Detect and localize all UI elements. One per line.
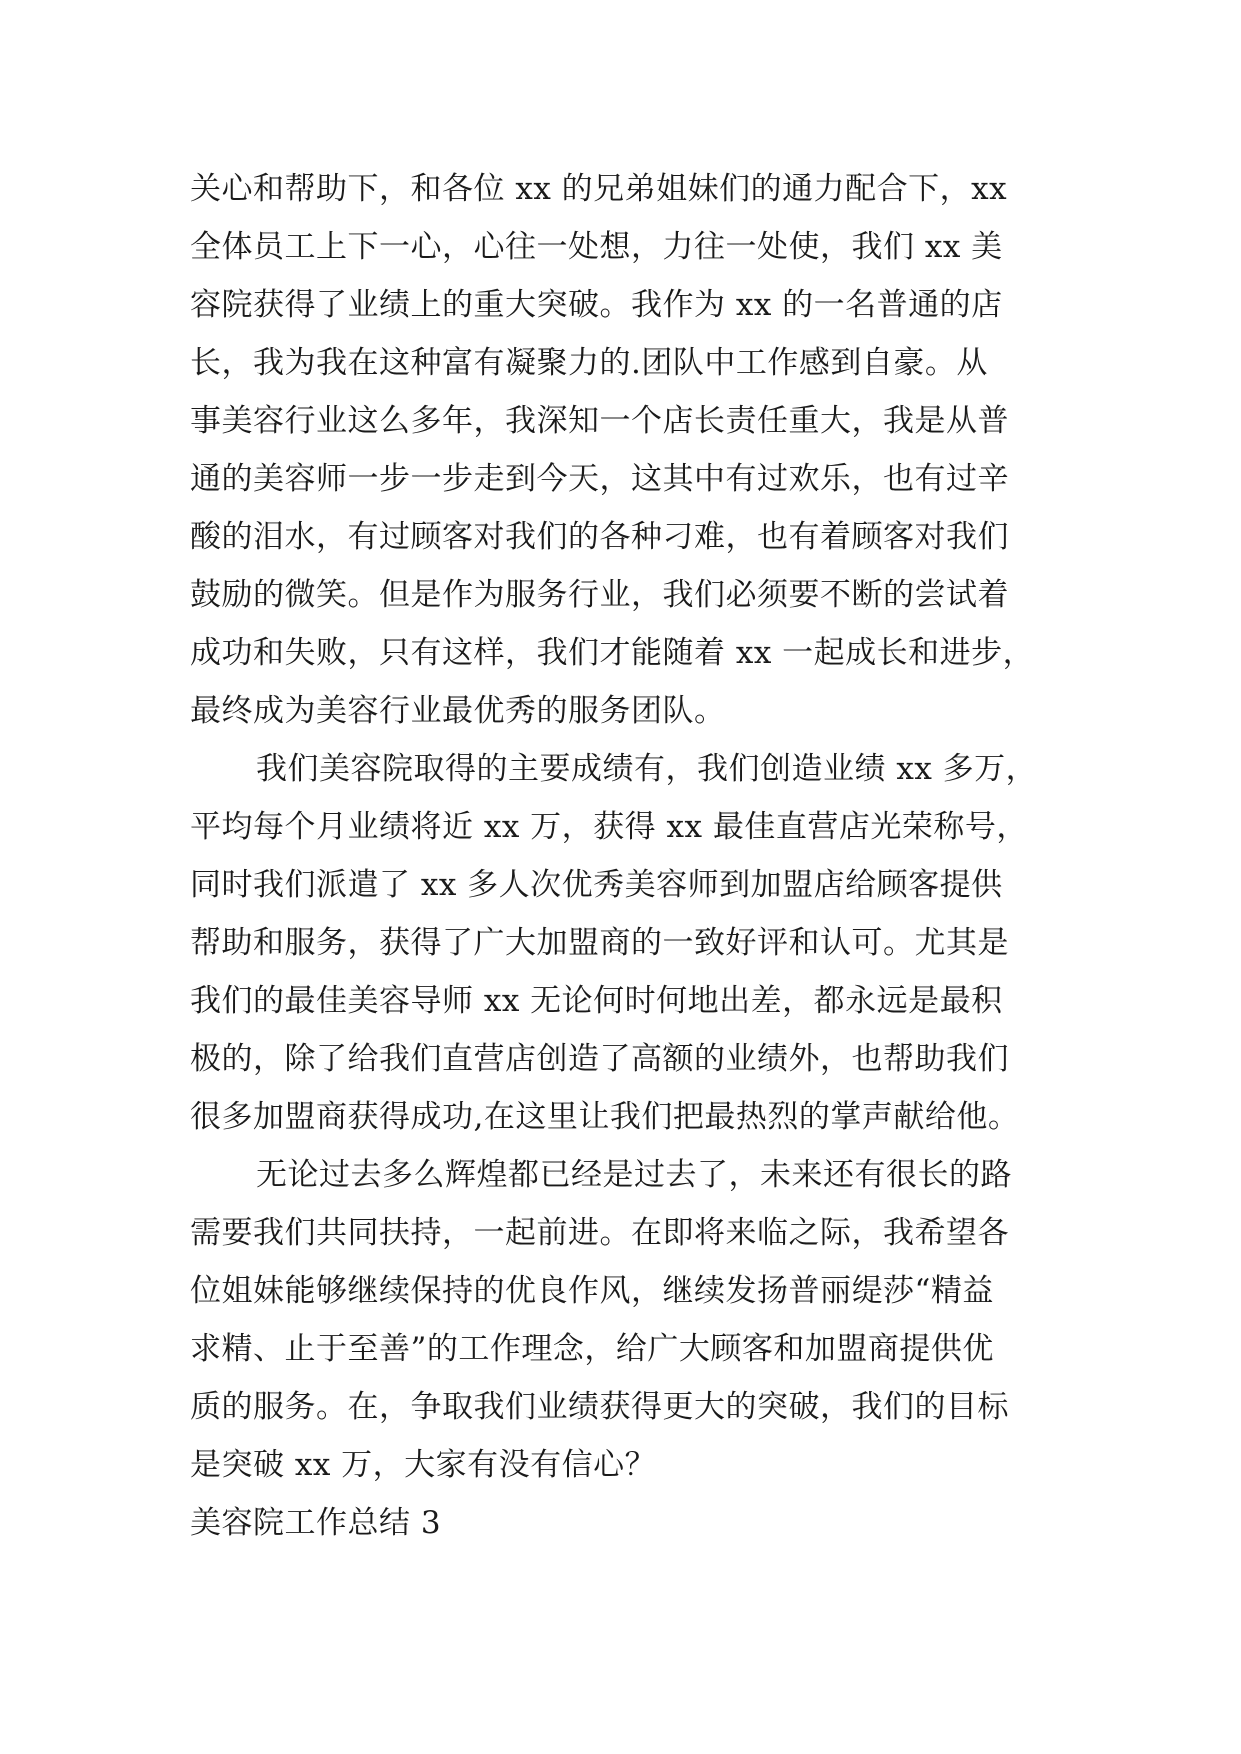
document-body xyxy=(190,160,1070,1552)
paragraph-line: 同时我们派遣了 xx 多人次优秀美容师到加盟店给顾客提供 xyxy=(190,867,1003,903)
section-heading: 美容院工作总结 3 xyxy=(190,1505,442,1541)
paragraph-line: 成功和失败，只有这样，我们才能随着 xx 一起成长和进步， xyxy=(190,635,1035,671)
paragraph-line: 是突破 xx 万，大家有没有信心？ xyxy=(190,1447,657,1483)
paragraph-line: 长，我为我在这种富有凝聚力的.团队中工作感到自豪。从 xyxy=(190,345,988,381)
paragraph-line: 全体员工上下一心，心往一处想，力往一处使，我们 xx 美 xyxy=(190,229,1003,265)
paragraph-first-line: 我们美容院取得的主要成绩有，我们创造业绩 xx 多万， xyxy=(256,751,1038,787)
paragraph-line: 位姐妹能够继续保持的优良作风，继续发扬普丽缇莎“精益 xyxy=(190,1273,994,1309)
paragraph-line: 容院获得了业绩上的重大突破。我作为 xx 的一名普通的店 xyxy=(190,287,1003,323)
paragraph-line: 关心和帮助下，和各位 xx 的兄弟姐妹们的通力配合下，xx xyxy=(190,171,1008,207)
paragraph-1 xyxy=(190,160,1070,740)
paragraph-line: 质的服务。在，争取我们业绩获得更大的突破，我们的目标 xyxy=(190,1389,1009,1425)
paragraph-line: 帮助和服务，获得了广大加盟商的一致好评和认可。尤其是 xyxy=(190,925,1009,961)
paragraph-line: 最终成为美容行业最优秀的服务团队。 xyxy=(190,693,726,729)
paragraph-line: 求精、止于至善”的工作理念，给广大顾客和加盟商提供优 xyxy=(190,1331,994,1367)
paragraph-line: 事美容行业这么多年，我深知一个店长责任重大，我是从普 xyxy=(190,403,1009,439)
paragraph-2 xyxy=(190,740,1070,1146)
paragraph-line: 平均每个月业绩将近 xx 万，获得 xx 最佳直营店光荣称号， xyxy=(190,809,1028,845)
paragraph-line: 鼓励的微笑。但是作为服务行业，我们必须要不断的尝试着 xyxy=(190,577,1009,613)
paragraph-line: 极的，除了给我们直营店创造了高额的业绩外，也帮助我们 xyxy=(190,1041,1009,1077)
paragraph-first-line: 无论过去多么辉煌都已经是过去了，未来还有很长的路 xyxy=(256,1157,1012,1193)
paragraph-line: 很多加盟商获得成功,在这里让我们把最热烈的掌声献给他。 xyxy=(190,1099,1020,1135)
paragraph-line: 酸的泪水，有过顾客对我们的各种刁难，也有着顾客对我们 xyxy=(190,519,1009,555)
paragraph-line: 我们的最佳美容导师 xx 无论何时何地出差，都永远是最积 xyxy=(190,983,1003,1019)
paragraph-3 xyxy=(190,1146,1070,1494)
paragraph-line: 通的美容师一步一步走到今天，这其中有过欢乐，也有过辛 xyxy=(190,461,1009,497)
paragraph-line: 需要我们共同扶持，一起前进。在即将来临之际，我希望各 xyxy=(190,1215,1009,1251)
